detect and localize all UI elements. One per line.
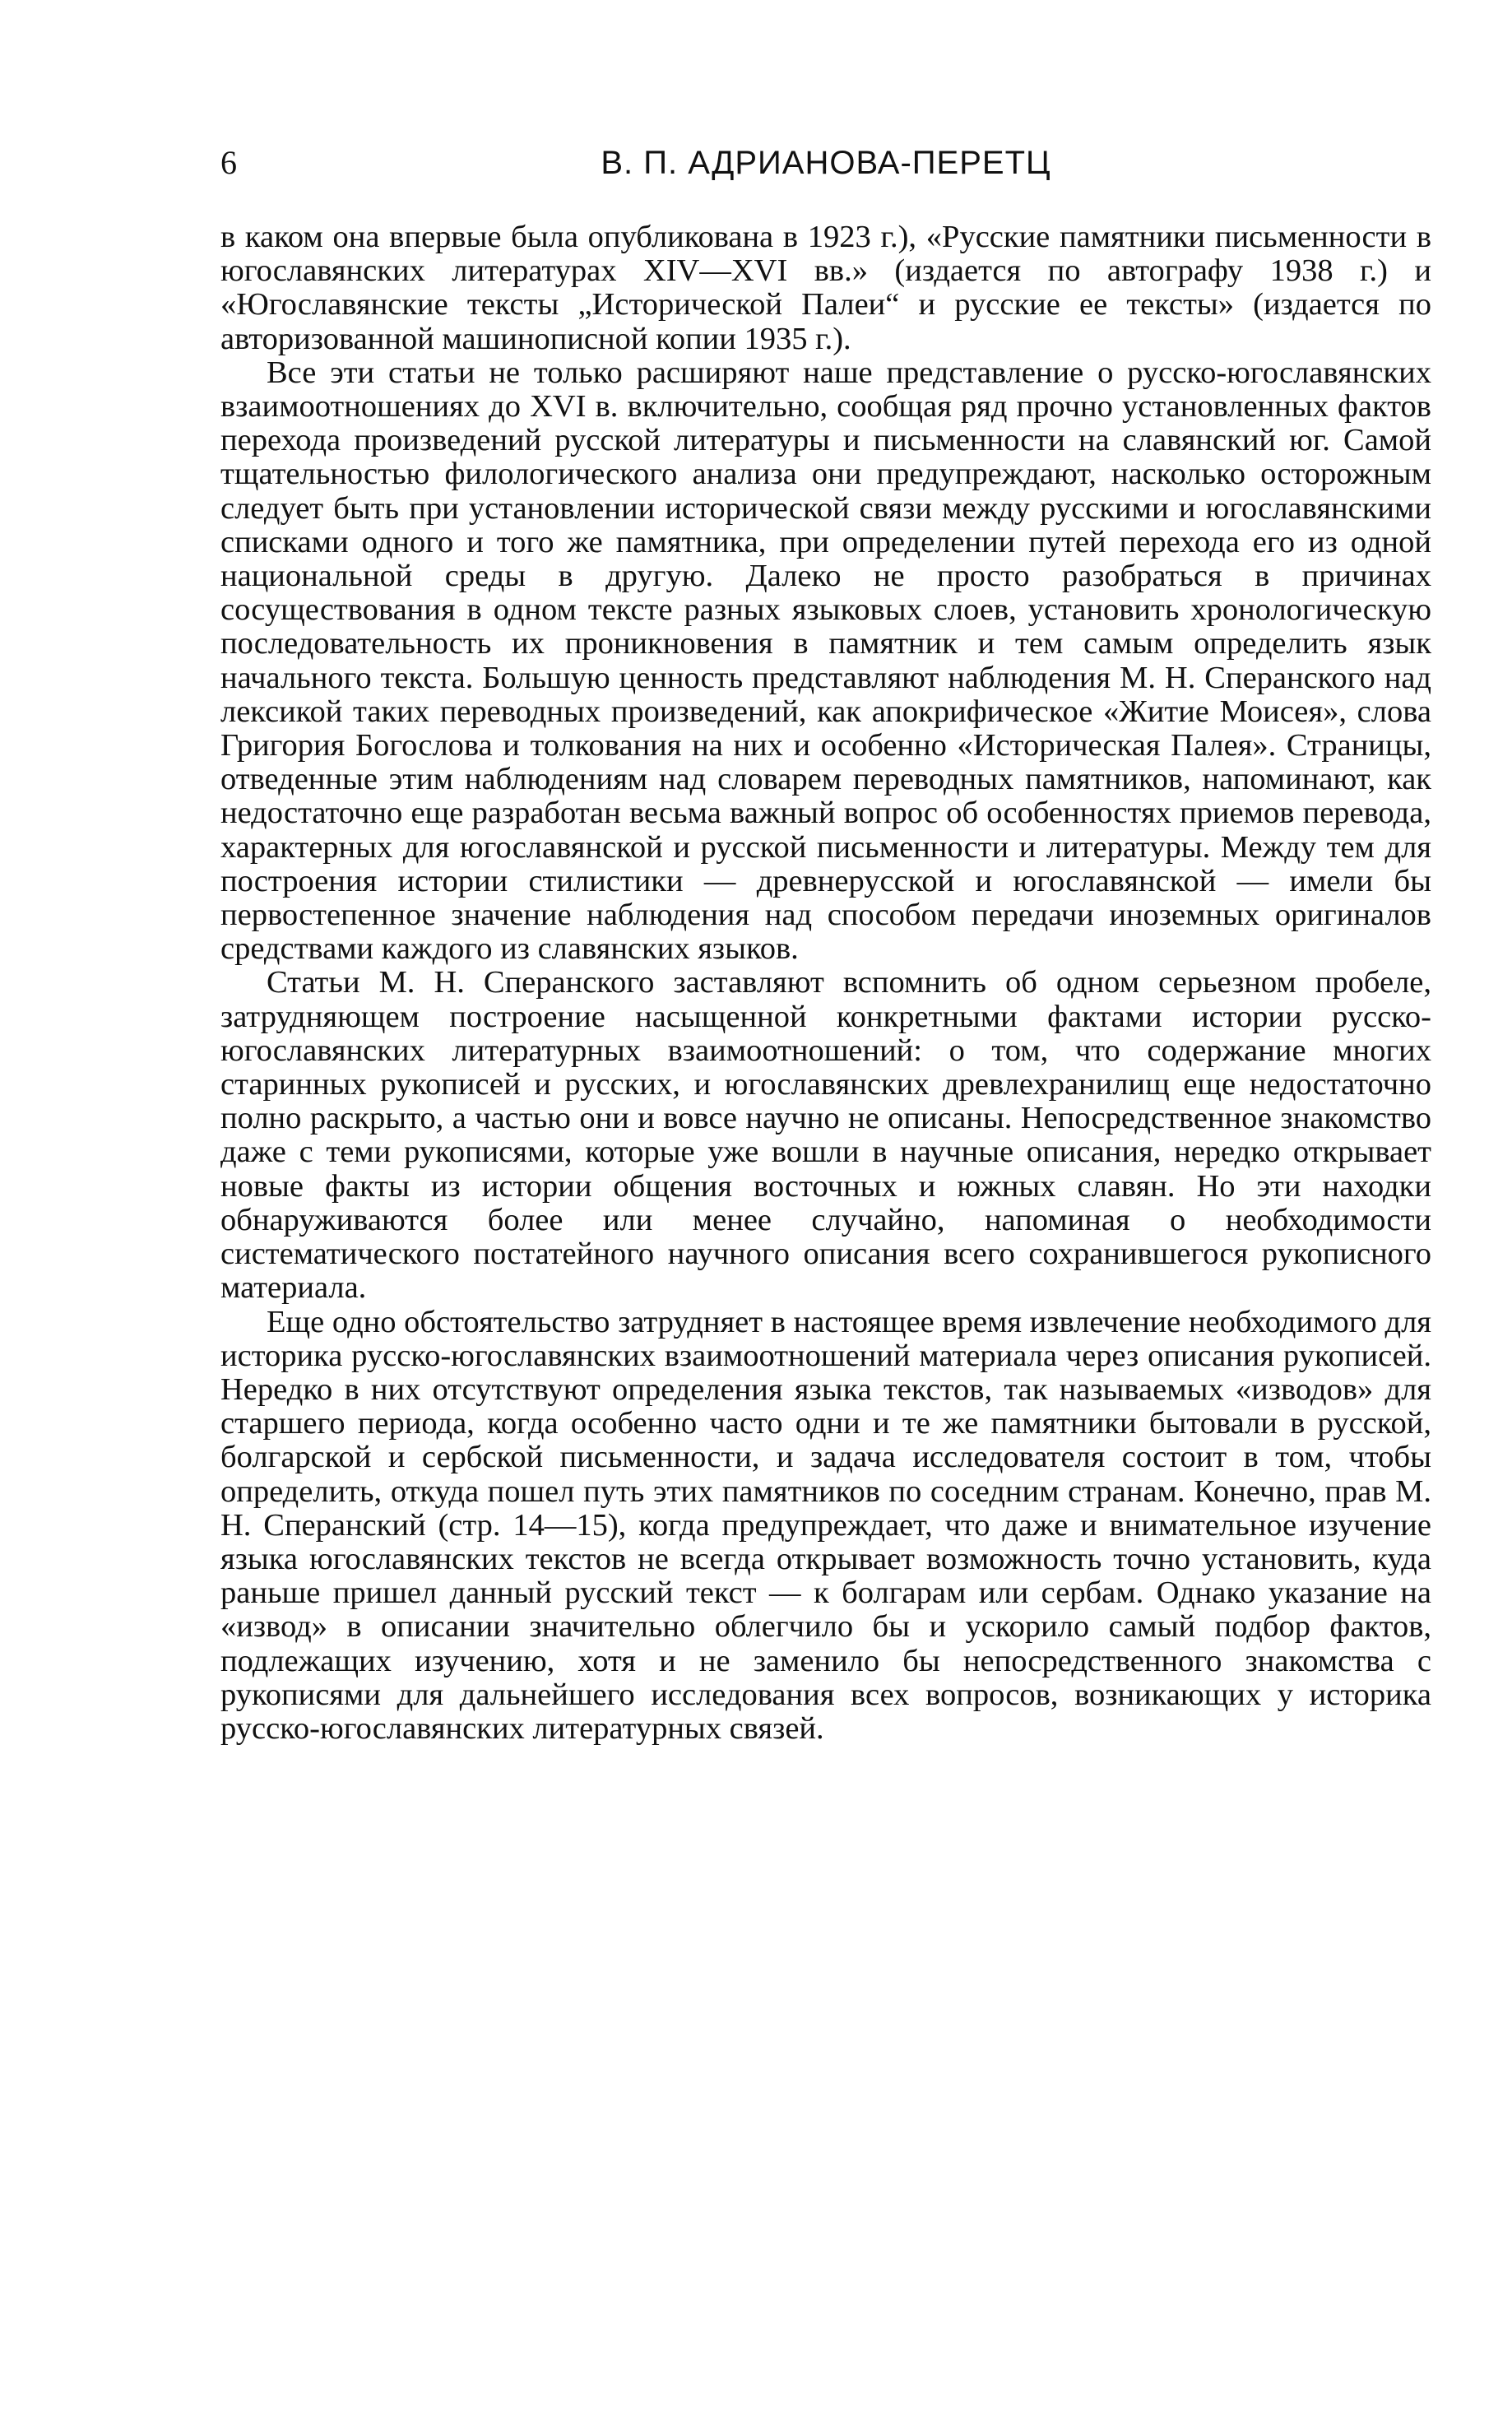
paragraph-2: Все эти статьи не только расширяют наше представление о русско-югославянских взаимоотношениях до XVI в. включительно, сообщая ряд прочно установленных фактов перехода произведений русской литературы и письменности на славянский юг. Самой тщательностью филологического анализа они предупреждают, насколько осторожным следует быть при установлении исторической связи между русскими и югославянскими списками одного и того же памятника, при определении путей перехода его из одной национальной среды в другую. Далеко не просто разобраться в причинах сосуществования в одном тексте разных языковых слоев, установить хронологическую последовательность их проникновения в памятник и тем самым определить язык начального текста. Большую ценность представляют наблюдения М. Н. Сперанского над лексикой таких переводных произведений, как апокрифическое «Житие Моисея», слова Григория Богослова и толкования на них и особенно «Историческая Палея». Страницы, отведенные этим наблюдениям над словарем переводных памятников, напоминают, как недостаточно еще разработан весьма важный вопрос об особенностях приемов перевода, характерных для югославянской и русской письменности и литературы. Между тем для построения истории стилистики — древнерусской и югославянской — имели бы первостепенное значение наблюдения над способом передачи иноземных оригиналов средствами каждого из славянских языков. xyxy=(220,355,1431,967)
page-number: 6 xyxy=(220,144,237,181)
body-text xyxy=(220,220,1431,1746)
running-title: В. П. АДРИАНОВА-ПЕРЕТЦ xyxy=(601,145,1051,181)
running-head xyxy=(220,138,1431,188)
paragraph-4: Еще одно обстоятельство затрудняет в настоящее время извлечение необходимого для историка русско-югославянских взаимоотношений материала через описания рукописей. Нередко в них отсутствуют определения языка текстов, так называемых «изводов» для старшего периода, когда особенно часто одни и те же памятники бытовали в русской, болгарской и сербской письменности, и задача исследователя состоит в том, чтобы определить, откуда пошел путь этих памятников по соседним странам. Конечно, прав М. Н. Сперанский (стр. 14—15), когда предупреждает, что даже и внимательное изучение языка югославянских текстов не всегда открывает возможность точно установить, куда раньше пришел данный русский текст — к болгарам или сербам. Однако указание на «извод» в описании значительно облегчило бы и ускорило самый подбор фактов, подлежащих изучению, хотя и не заменило бы непосредственного знакомства с рукописями для дальнейшего исследования всех вопросов, возникающих у историка русско-югославянских литературных связей. xyxy=(220,1304,1431,1746)
paragraph-3: Статьи М. Н. Сперанского заставляют вспомнить об одном серьезном пробеле, затрудняющем построение насыщенной конкретными фактами истории русско-югославянских литературных взаимоотношений: о том, что содержание многих старинных рукописей и русских, и югославянских древлехранилищ еще недостаточно полно раскрыто, а частью они и вовсе научно не описаны. Непосредственное знакомство даже с теми рукописями, которые уже вошли в научные описания, нередко открывает новые факты из истории общения восточных и южных славян. Но эти находки обнаруживаются более или менее случайно, напоминая о необходимости систематического постатейного научного описания всего сохранившегося рукописного материала. xyxy=(220,965,1431,1306)
paragraph-1: в каком она впервые была опубликована в 1923 г.), «Русские памятники письменности в югославянских литературах XIV—XVI вв.» (издается по автографу 1938 г.) и «Югославянские тексты „Исторической Палеи“ и русские ее тексты» (издается по авторизованной машинописной копии 1935 г.). xyxy=(220,220,1431,356)
